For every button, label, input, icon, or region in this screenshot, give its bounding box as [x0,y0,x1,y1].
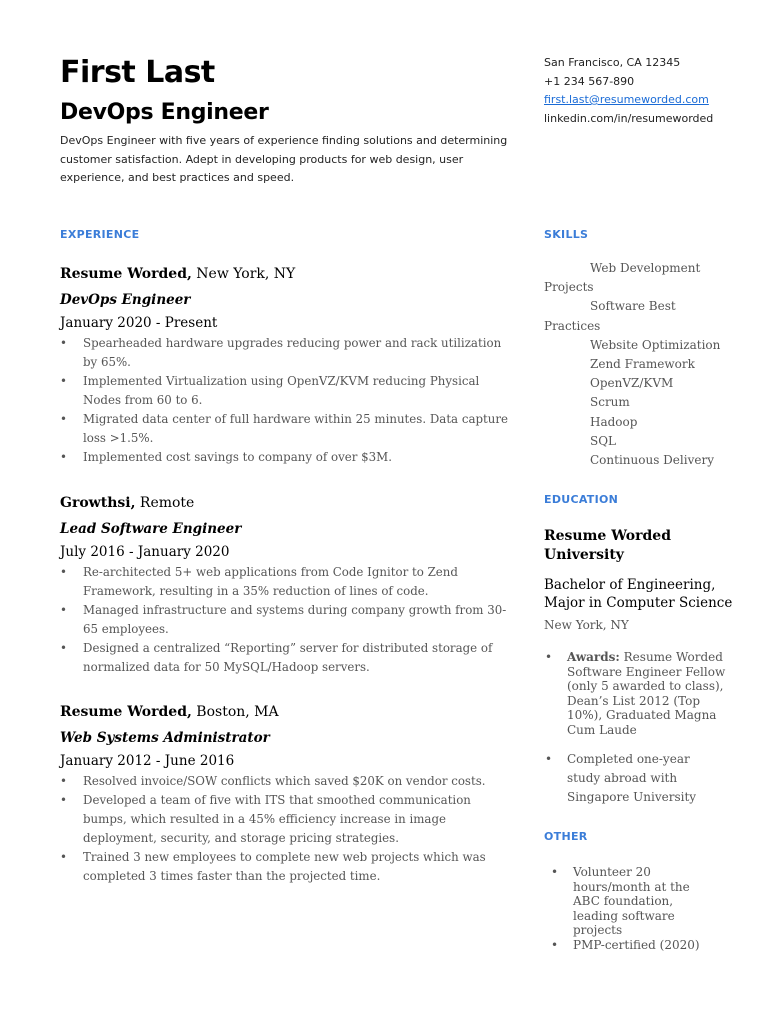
company-name: Resume Worded, [60,704,192,720]
achievement-item: • Managed infrastructure and systems during company growth from 30-65 employees. [60,601,510,639]
achievement-item: • Designed a centralized “Reporting” server for distributed storage of normalized data for 50 MySQL/Hadoop servers. [60,639,510,677]
school-location: New York, NY [544,618,629,632]
contact-linkedin: linkedin.com/in/resumeworded [544,111,714,125]
achievement-list [60,772,510,886]
skill-item: Web Development Projects [544,261,701,295]
awards-text: Resume Worded Software Engineer Fellow (only 5 awarded to class), Dean’s List 2012 (Top 10%), Graduated Magna Cum Laude [567,650,726,737]
experience-item [60,492,510,677]
achievement-item: • Spearheaded hardware upgrades reducing power and rack utilization by 65%. [60,334,510,372]
company-location: Remote [135,495,195,511]
contact-block [544,54,713,128]
awards-item [567,650,727,738]
skills-heading: SKILLS [544,228,589,241]
skill-item: OpenVZ/KVM [590,376,674,391]
skill-item: SQL [590,433,617,448]
achievement-item: • Trained 3 new employees to complete new web projects which was completed 3 times faster than the projected time. [60,848,510,886]
skill-item: Software Best Practices [544,299,676,333]
company-line [60,492,510,514]
job-title: DevOps Engineer [60,100,269,125]
achievement-item: • Re-architected 5+ web applications from Code Ignitor to Zend Framework, resulting in a 35% reduction of lines of code. [60,563,510,601]
education-details-list [567,650,727,807]
skill-item: Zend Framework [590,357,695,372]
awards-label: Awards: [567,650,620,664]
other-list [573,865,718,953]
achievement-list [60,334,510,467]
achievement-item: • Implemented Virtualization using OpenVZ/KVM reducing Physical Nodes from 60 to 6. [60,372,510,410]
role-title: DevOps Engineer [60,292,191,308]
company-line [60,701,510,723]
summary-text: DevOps Engineer with five years of experience finding solutions and determining customer satisfaction. Adept in developing products for web design, user experience, and best practices and speed. [60,134,508,184]
skill-item: Continuous Delivery [590,453,714,468]
company-name: Growthsi, [60,495,136,511]
company-name: Resume Worded, [60,266,192,282]
role-dates: January 2020 - Present [60,315,218,331]
other-item: • PMP-certified (2020) [573,938,718,953]
achievement-item: • Migrated data center of full hardware within 25 minutes. Data capture loss >1.5%. [60,410,510,448]
company-location: Boston, MA [191,704,279,720]
role-title: Lead Software Engineer [60,521,242,537]
achievement-item: • Implemented cost savings to company of over $3M. [60,448,510,467]
other-item: • Volunteer 20 hours/month at the ABC foundation, leading software projects [573,865,718,938]
role-title: Web Systems Administrator [60,730,270,746]
skill-item: Website Optimization [590,337,721,352]
role-dates: January 2012 - June 2016 [60,753,235,769]
education-heading: EDUCATION [544,493,619,506]
achievement-list [60,563,510,677]
experience-item [60,263,510,467]
contact-location: San Francisco, CA 12345 [544,56,681,69]
resume-name: First Last [60,55,215,90]
achievement-item: • Developed a team of five with ITS that smoothed communication bumps, which resulted in a 45% efficiency increase in image deployment, security, and storage pricing strategies. [60,791,510,848]
company-location: New York, NY [191,266,296,282]
role-dates: July 2016 - January 2020 [60,544,230,560]
achievement-item: • Resolved invoice/SOW conflicts which saved $20K on vendor costs. [60,772,510,791]
experience-heading: EXPERIENCE [60,228,140,241]
study-abroad-item: • Completed one-year study abroad with Singapore University [567,750,707,807]
contact-email-link[interactable]: first.last@resumeworded.com [544,93,709,106]
skills-list [544,259,729,470]
school-name: Resume Worded University [544,528,671,563]
skill-item: Scrum [590,395,630,410]
contact-phone: +1 234 567-890 [544,74,635,88]
company-line [60,263,510,285]
other-heading: OTHER [544,830,588,843]
degree-text: Bachelor of Engineering, Major in Computer Science [544,577,733,611]
experience-item [60,701,510,886]
skill-item: Hadoop [590,414,638,429]
